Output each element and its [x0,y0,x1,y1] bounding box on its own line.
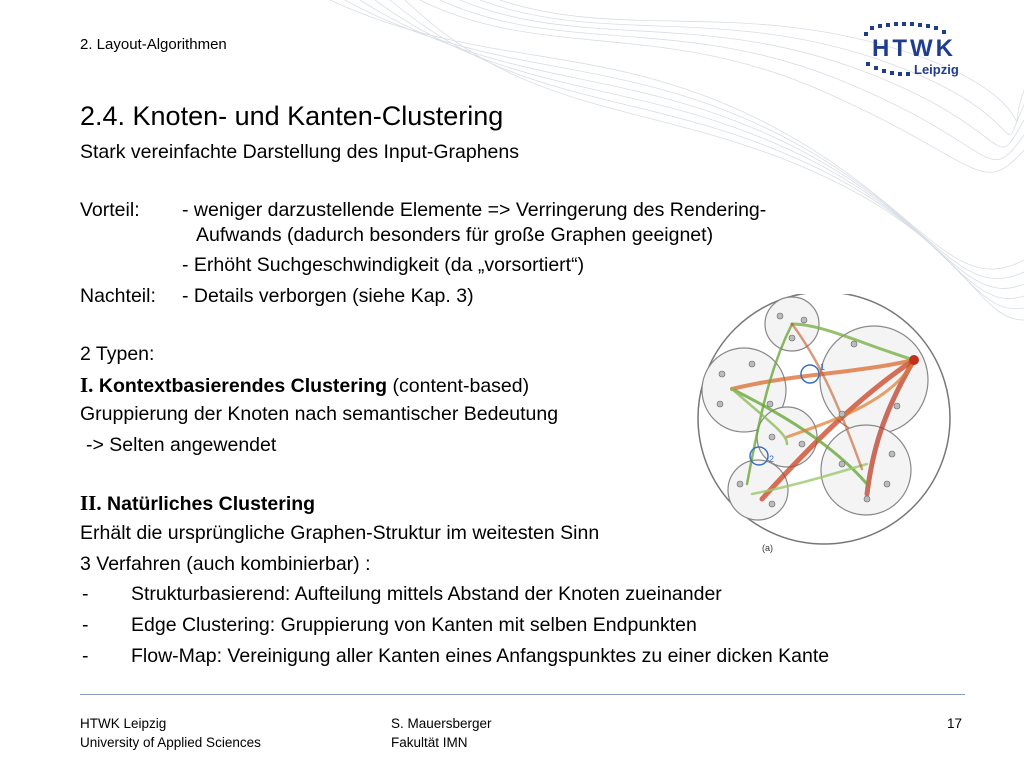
figure-caption: (a) [762,543,773,553]
method-dash: - [82,645,89,667]
method-item: Edge Clustering: Gruppierung von Kanten mit selben Endpunkten [131,614,697,636]
vorteil-item-2: - Erhöht Suchgeschwindigkeit (da „vorsortiert“) [182,254,585,276]
footer-org-line1: HTWK Leipzig [80,716,167,731]
type-2-line [80,491,315,516]
method-item: Strukturbasierend: Aufteilung mittels Abstand der Knoten zueinander [131,583,722,605]
method-dash: - [82,583,89,605]
cluster-label-1: 1 [820,362,826,372]
footer-author-line1: S. Mauersberger [391,716,492,731]
nachteil-item-1: - Details verborgen (siehe Kap. 3) [182,285,474,307]
type-1-number: I. [80,373,94,397]
section-label: 2. Layout-Algorithmen [80,36,227,53]
method-item: Flow-Map: Vereinigung aller Kanten eines Anfangspunktes zu einer dicken Kante [131,645,830,667]
type-1-suffix: (content-based) [392,375,530,397]
slide-title: 2.4. Knoten- und Kanten-Clustering [80,101,504,131]
vorteil-label: Vorteil: [80,199,140,221]
type-1-note: -> Selten angewendet [86,434,277,456]
logo-city: Leipzig [914,62,959,77]
vorteil-item-1: - weniger darzustellende Elemente => Verringerung des Rendering- [182,199,767,221]
subtitle: Stark vereinfachte Darstellung des Input-Graphens [80,141,519,163]
method-dash: - [82,614,89,636]
methods-heading: 3 Verfahren (auch kombinierbar) : [80,553,371,575]
cluster-label-2: 2 [769,454,775,464]
vorteil-item-1-cont: Aufwands (dadurch besonders für große Graphen geeignet) [196,224,714,246]
footer-author [391,714,492,752]
footer-divider [80,694,965,695]
nachteil-label: Nachteil: [80,285,156,307]
type-2-number: II. [80,491,102,515]
footer-org-line2: University of Applied Sciences [80,735,261,750]
type-2-title: Natürliches Clustering [107,493,316,515]
type-1-description: Gruppierung der Knoten nach semantischer Bedeutung [80,403,559,425]
logo-text: HTWK [872,35,956,62]
type-2-description: Erhält die ursprüngliche Graphen-Struktur im weitesten Sinn [80,522,600,544]
htwk-logo [862,22,962,80]
type-1-title: Kontextbasierendes Clustering [98,375,388,397]
type-1-line [80,373,529,398]
cluster-graph-image [692,294,956,556]
footer-author-line2: Fakultät IMN [391,735,468,750]
cluster-graph-figure [692,294,956,556]
footer-org [80,714,261,752]
types-heading: 2 Typen: [80,343,155,365]
page-number: 17 [946,716,962,731]
